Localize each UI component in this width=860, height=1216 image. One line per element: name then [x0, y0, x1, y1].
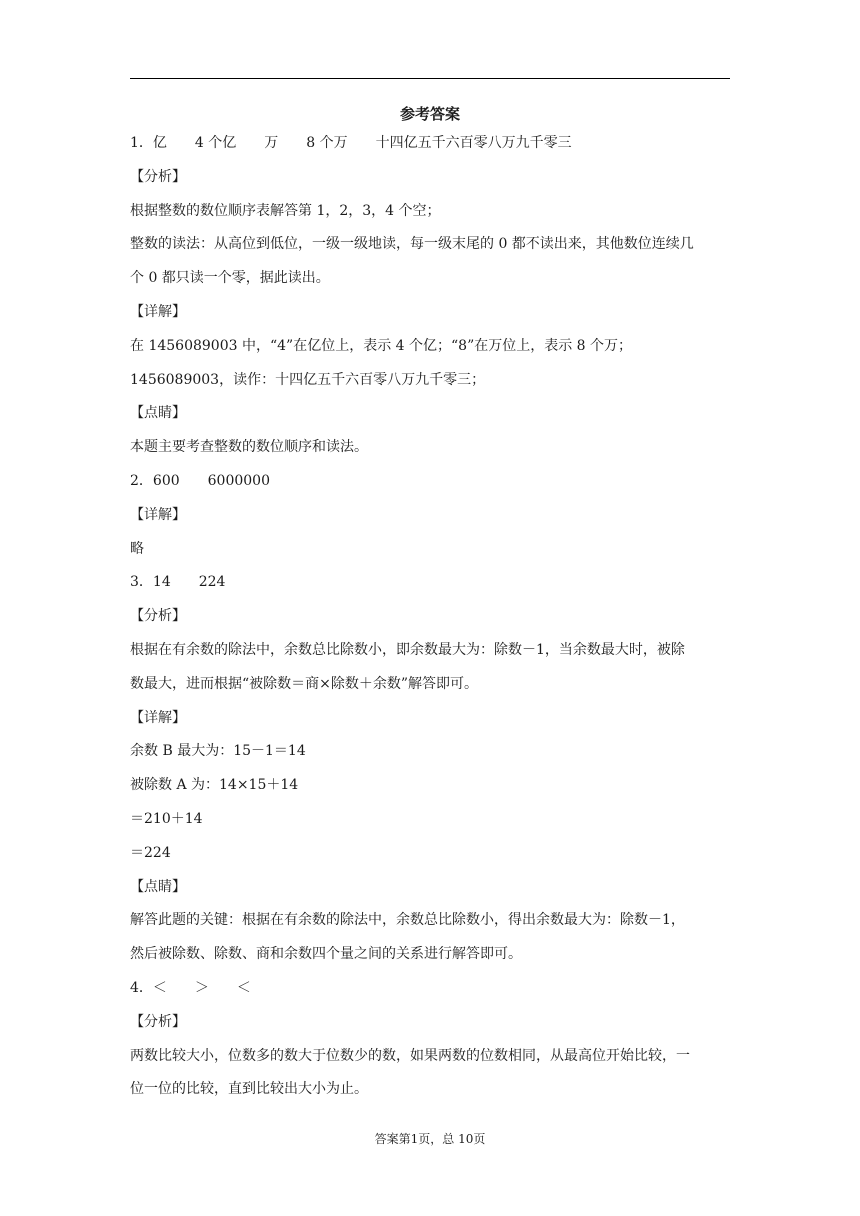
text-line: ＝210＋14 [130, 810, 203, 827]
text-line: 位一位的比较，直到比较出大小为止。 [130, 1081, 368, 1098]
text-line: 解答此题的关键：根据在有余数的除法中，余数总比除数小，得出余数最大为：除数－1， [130, 912, 685, 929]
text-line: 然后被除数、除数、商和余数四个量之间的关系进行解答即可。 [130, 946, 522, 963]
text-line: 略 [130, 540, 144, 557]
text-line: 根据整数的数位顺序表解答第 1，2，3，4 个空； [130, 202, 441, 219]
text-line: 两数比较大小，位数多的数大于位数少的数，如果两数的位数相同，从最高位开始比较，一 [130, 1047, 690, 1064]
text-line: 【点睛】 [130, 878, 186, 895]
text-line: 【分析】 [130, 168, 186, 185]
text-line: 被除数 A 为：14×15＋14 [130, 777, 299, 794]
text-line: 【分析】 [130, 1013, 186, 1030]
text-line: 【详解】 [130, 506, 186, 523]
text-line: 2．600 6000000 [130, 472, 270, 489]
text-line: 3．14 224 [130, 574, 226, 591]
text-line: 4．＜ ＞ ＜ [130, 979, 251, 996]
text-line: 整数的读法：从高位到低位，一级一级地读，每一级末尾的 0 都不读出来，其他数位连续几 [130, 236, 694, 253]
text-line: 1456089003，读作：十四亿五千六百零八万九千零三； [130, 371, 486, 388]
page-title: 参考答案 [399, 105, 460, 123]
header-rule [130, 78, 730, 79]
text-line: 【点睛】 [130, 405, 186, 422]
page-footer: 答案第1页，总 10页 [374, 1132, 486, 1146]
text-line: 在 1456089003 中，“4”在亿位上，表示 4 个亿；“8”在万位上，表示 8 个万； [130, 337, 633, 354]
text-line: 【分析】 [130, 608, 186, 625]
text-line: 数最大，进而根据“被除数＝商×除数＋余数”解答即可。 [130, 675, 479, 692]
answer-content [130, 132, 734, 1112]
text-line: 【详解】 [130, 303, 186, 320]
text-line: 根据在有余数的除法中，余数总比除数小，即余数最大为：除数－1，当余数最大时，被除 [130, 641, 685, 658]
text-line: 【详解】 [130, 709, 186, 726]
text-line: 1．亿 4 个亿 万 8 个万 十四亿五千六百零八万九千零三 [130, 135, 572, 151]
text-line: 个 0 都只读一个零，据此读出。 [130, 270, 330, 287]
text-line: 余数 B 最大为：15－1＝14 [130, 743, 306, 760]
text-line: 本题主要考查整数的数位顺序和读法。 [130, 439, 368, 456]
text-line: ＝224 [130, 844, 171, 861]
